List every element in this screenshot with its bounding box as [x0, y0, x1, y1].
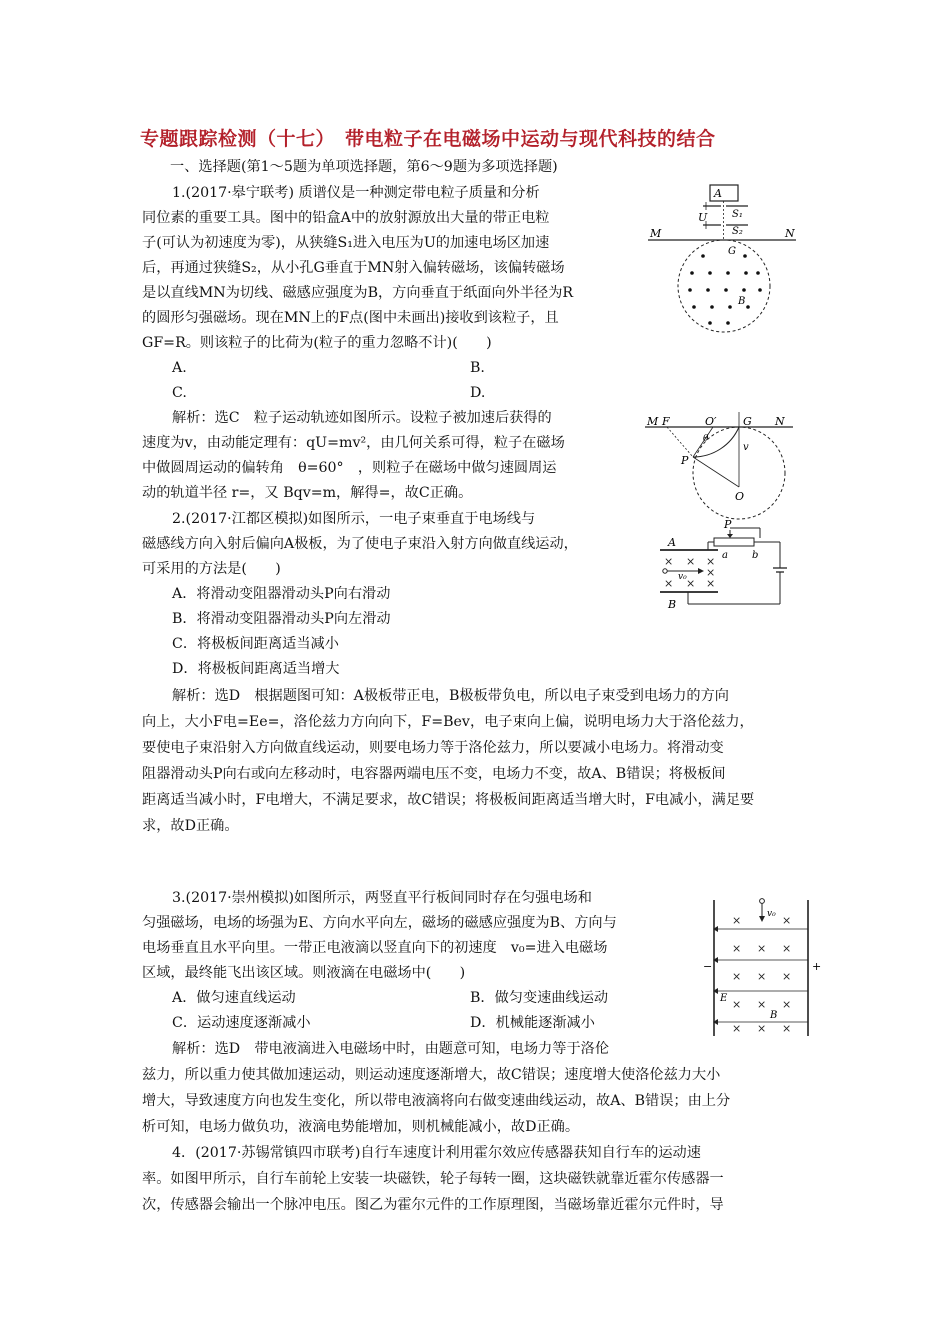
fig4-label-minus: − — [703, 960, 713, 973]
fig3-cross: × — [706, 555, 716, 568]
q3-analysis-line: 析可知，电场力做负功，液滴电势能增加，则机械能减小，故D正确。 — [142, 1119, 580, 1135]
fig4-cross: × — [757, 1022, 767, 1035]
page-title: 专题跟踪检测（十七） 带电粒子在电磁场中运动与现代科技的结合 — [140, 128, 716, 150]
fig1-label-n: N — [785, 227, 795, 240]
q1-analysis-line: 中做圆周运动的偏转角 θ=60° ，则粒子在磁场中做匀速圆周运 — [142, 460, 557, 476]
fig2-label-theta: θ — [703, 434, 709, 444]
q2-line: 2.(2017·江都区模拟)如图所示，一电子束垂直于电场线与 — [172, 511, 536, 527]
q2-analysis-line: 阻器滑动头P向右或向左移动时，电容器两端电压不变，电场力不变，故A、B错误；将极板间 — [142, 766, 726, 782]
q3-line: 电场垂直且水平向里。一带正电液滴以竖直向下的初速度 v₀=进入电磁场 — [142, 940, 608, 956]
fig2-label-p: P — [681, 454, 689, 467]
capacitor-circuit-figure — [648, 516, 798, 616]
fig4-cross: × — [732, 970, 742, 983]
fig2-label-f: F — [662, 415, 670, 428]
q2-analysis-line: 求，故D正确。 — [142, 818, 239, 834]
q3-line: 区域，最终能飞出该区域。则液滴在电磁场中( ) — [142, 965, 466, 981]
fig4-cross: × — [782, 1022, 792, 1035]
fig3-label-b: B — [668, 598, 677, 611]
fig1-label-u: U — [698, 211, 708, 224]
fig4-cross: × — [732, 1022, 742, 1035]
q3-line: 3.(2017·崇州模拟)如图所示，两竖直平行板间同时存在匀强电场和 — [172, 890, 592, 906]
section-heading: 一、选择题(第1～5题为单项选择题，第6～9题为多项选择题) — [170, 159, 558, 175]
q1-option-d: D. — [470, 385, 486, 401]
q4-line: 率。如图甲所示，自行车前轮上安装一块磁铁，轮子每转一圈，这块磁铁就靠近霍尔传感器一 — [142, 1171, 724, 1187]
fig3-cross: × — [686, 555, 696, 568]
fig4-label-plus: + — [812, 960, 822, 973]
q1-line: 1.(2017·皋宁联考) 质谱仪是一种测定带电粒子质量和分析 — [172, 185, 540, 201]
fig4-cross: × — [757, 970, 767, 983]
q1-option-c: C. — [172, 385, 187, 401]
q2-option-a: A．将滑动变阻器滑动头P向右滑动 — [172, 586, 391, 602]
fig4-cross: × — [732, 998, 742, 1011]
q3-option-c: C．运动速度逐渐减小 — [172, 1015, 311, 1031]
magnetic-field-dots — [688, 254, 762, 325]
q1-line: 的圆形匀强磁场。现在MN上的F点(图中未画出)接收到该粒子，且 — [142, 310, 559, 326]
q2-analysis-line: 向上，大小F电=Ee=，洛伦兹力方向向下，F=Bev，电子束向上偏，说明电场力大于洛伦兹力， — [142, 714, 754, 730]
q1-analysis-line: 动的轨道半径 r=，又 Bqv=m，解得=，故C正确。 — [142, 485, 473, 501]
fig3-cross: × — [664, 555, 674, 568]
fig4-cross: × — [782, 942, 792, 955]
q1-option-b: B. — [470, 360, 485, 376]
fig2-label-m: M — [647, 415, 659, 428]
q2-option-d: D．将极板间距离适当增大 — [172, 661, 340, 677]
fig3-label-b-lower: b — [752, 550, 759, 561]
q1-line: 后，再通过狭缝S₂，从小孔G垂直于MN射入偏转磁场，该偏转磁场 — [142, 260, 565, 276]
fig1-label-m: M — [650, 227, 662, 240]
q2-option-b: B．将滑动变阻器滑动头P向左滑动 — [172, 611, 391, 627]
q2-option-c: C．将极板间距离适当减小 — [172, 636, 339, 652]
fig4-cross: × — [782, 914, 792, 927]
fig3-cross: × — [706, 577, 716, 590]
fig4-label-e: E — [720, 993, 728, 1004]
q3-option-a: A．做匀速直线运动 — [172, 990, 296, 1006]
fig3-cross: × — [706, 566, 716, 579]
q3-line: 匀强磁场，电场的场强为E、方向水平向左，磁场的磁感应强度为B、方向与 — [142, 915, 617, 931]
fig1-label-s2: S₂ — [732, 226, 743, 237]
fig4-cross: × — [732, 942, 742, 955]
fig4-cross: × — [782, 970, 792, 983]
fig4-label-b: B — [770, 1010, 778, 1021]
fig3-label-a-lower: a — [722, 550, 728, 561]
q2-analysis-line: 要使电子束沿射入方向做直线运动，则要电场力等于洛伦兹力，所以要减小电场力。将滑动变 — [142, 740, 724, 756]
q4-line: 4．(2017·苏锡常镇四市联考)自行车速度计利用霍尔效应传感器获知自行车的运动速 — [172, 1145, 701, 1161]
q3-option-d: D．机械能逐渐减小 — [470, 1015, 595, 1031]
fig3-label-p: P — [724, 518, 732, 531]
fig1-label-g: G — [728, 246, 736, 257]
fig1-label-s1: S₁ — [732, 209, 743, 220]
q2-line: 磁感线方向入射后偏向A极板，为了使电子束沿入射方向做直线运动， — [142, 536, 578, 552]
q3-analysis-line: 兹力，所以重力使其做加速运动，则运动速度逐渐增大，故C错误；速度增大使洛伦兹力大小 — [142, 1067, 721, 1083]
q1-line: 子(可认为初速度为零)，从狭缝S₁进入电压为U的加速电场区加速 — [142, 235, 550, 251]
q1-option-a: A. — [172, 360, 187, 376]
trajectory-figure — [645, 412, 795, 527]
fig3-label-v0: v₀ — [678, 572, 687, 582]
q3-analysis-line: 解析：选D 带电液滴进入电磁场中时，由题意可知，电场力等于洛伦 — [172, 1041, 610, 1057]
fig1-label-b: B — [738, 296, 746, 307]
q1-line: GF=R。则该粒子的比荷为(粒子的重力忽略不计)( ) — [142, 335, 492, 351]
fig2-label-o1: O′ — [705, 415, 717, 428]
fig4-cross: × — [732, 914, 742, 927]
fig1-label-a: A — [714, 187, 722, 200]
q4-line: 次，传感器会输出一个脉冲电压。图乙为霍尔元件的工作原理图，当磁场靠近霍尔元件时，导 — [142, 1197, 724, 1213]
fig4-cross: × — [757, 998, 767, 1011]
q1-analysis-line: 速度为v，由动能定理有：qU=mv²，由几何关系可得，粒子在磁场 — [142, 435, 565, 451]
q3-analysis-line: 增大，导致速度方向也发生变化，所以带电液滴将向右做变速曲线运动，故A、B错误；由上分 — [142, 1093, 731, 1109]
q2-analysis-line: 解析：选D 根据题图可知：A极板带正电，B极板带负电，所以电子束受到电场力的方向 — [172, 688, 729, 704]
fig2-label-g: G — [743, 415, 752, 428]
fig2-label-v: v — [743, 442, 749, 453]
fig4-cross: × — [782, 998, 792, 1011]
fig3-cross: × — [686, 577, 696, 590]
q2-analysis-line: 距离适当减小时，F电增大，不满足要求，故C错误；将极板间距离适当增大时，F电减小，满足要 — [142, 792, 755, 808]
q1-line: 同位素的重要工具。图中的铅盒A中的放射源放出大量的带正电粒 — [142, 210, 550, 226]
parallel-plates-figure — [700, 892, 825, 1042]
q1-analysis-line: 解析：选C 粒子运动轨迹如图所示。设粒子被加速后获得的 — [172, 410, 552, 426]
q1-line: 是以直线MN为切线、磁感应强度为B，方向垂直于纸面向外半径为R — [142, 285, 574, 301]
mass-spectrometer-figure — [648, 182, 798, 342]
fig2-label-n: N — [775, 415, 785, 428]
q2-line: 可采用的方法是( ) — [142, 561, 281, 577]
fig4-cross: × — [757, 942, 767, 955]
q3-option-b: B．做匀变速曲线运动 — [470, 990, 609, 1006]
fig2-label-o: O — [735, 490, 745, 503]
fig3-label-a: A — [668, 536, 676, 549]
fig4-label-v0: v₀ — [767, 909, 776, 919]
fig3-cross: × — [664, 577, 674, 590]
